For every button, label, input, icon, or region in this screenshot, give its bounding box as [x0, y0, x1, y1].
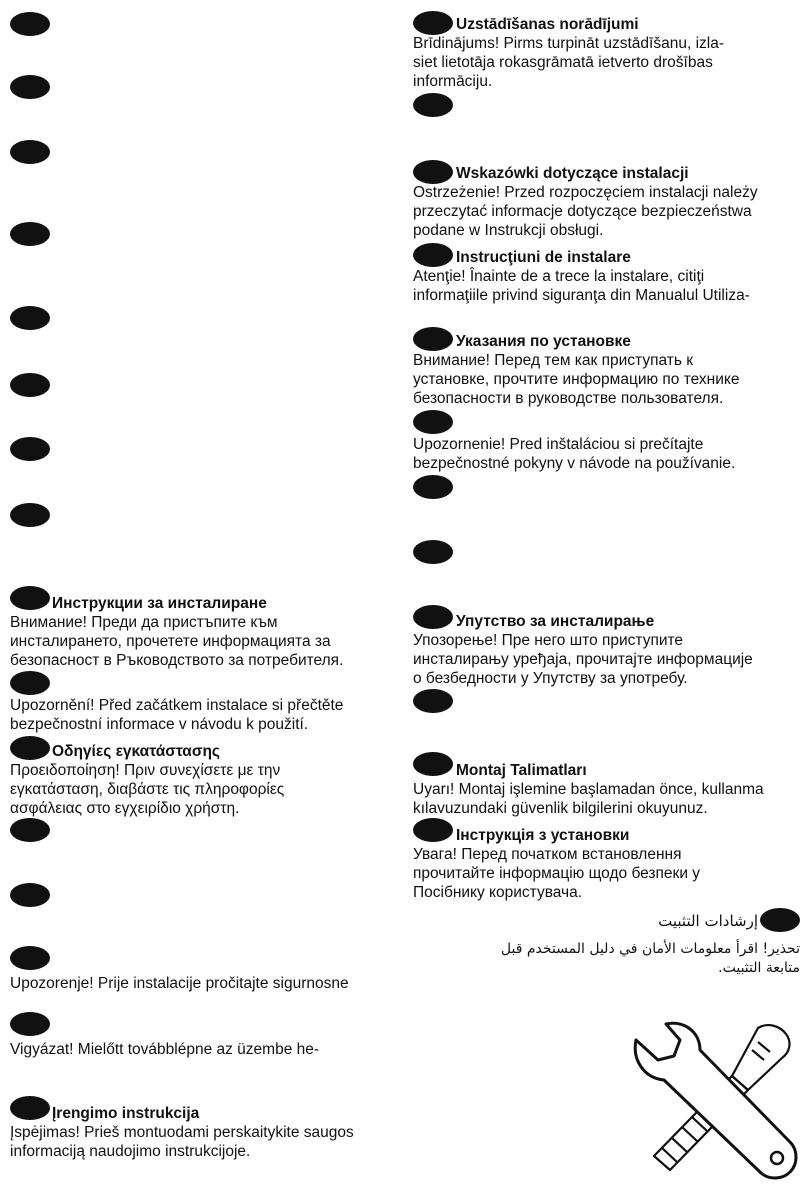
section-title: Wskazówki dotyczące instalacji: [456, 165, 689, 182]
body-line: εγκατάσταση, διαβάστε τις πληροφορίες: [10, 781, 285, 798]
body-line: Ostrzeżenie! Przed rozpoczęciem instalacji należy: [413, 184, 758, 201]
language-marker: [10, 736, 50, 760]
section-slovak-body: [413, 435, 735, 473]
body-line: Atenţie! Înainte de a trece la instalare, citiţi: [413, 268, 705, 285]
body-line: Упозорење! Пре него што приступите: [413, 632, 684, 649]
language-marker: [10, 222, 50, 246]
language-marker: [10, 12, 50, 36]
language-marker: [10, 503, 50, 527]
section-title: Montaj Talimatları: [456, 762, 587, 779]
section-title: Упутство за инсталирање: [456, 613, 655, 630]
section-turkish: [456, 761, 587, 780]
body-line: Įspėjimas! Prieš montuodami perskaitykite saugos: [10, 1124, 354, 1141]
section-lithuanian-body: [10, 1123, 354, 1161]
section-bulgarian-body: [10, 613, 343, 670]
body-line: informaciją naudojimo instrukcijoje.: [10, 1143, 251, 1160]
language-marker: [10, 671, 50, 695]
body-line: Upozornenie! Pred inštaláciou si prečítajte: [413, 436, 704, 453]
body-line: о безбедности у Упутству за употребу.: [413, 670, 688, 687]
section-greek: [52, 742, 220, 761]
body-line: Внимание! Перед тем как приступать к: [413, 352, 694, 369]
language-marker: [10, 1096, 50, 1120]
language-marker: [10, 306, 50, 330]
language-marker: [10, 75, 50, 99]
language-marker: [413, 689, 453, 713]
section-czech-body: [10, 696, 343, 734]
section-ukrainian-body: [413, 845, 700, 902]
body-line: تحذير! اقرأ معلومات الأمان في دليل المستخدم قبل: [500, 941, 800, 957]
body-line: безопасност в Ръководството за потребителя.: [10, 652, 344, 669]
section-serbian: [456, 612, 654, 631]
section-latvian: [456, 15, 639, 34]
section-ukrainian: [456, 826, 629, 845]
language-marker: [10, 140, 50, 164]
language-marker: [413, 410, 453, 434]
section-polish-body: [413, 183, 758, 240]
body-line: Brīdinājums! Pirms turpināt uzstādīšanu, izla-: [413, 35, 724, 52]
body-line: Προειδοποίηση! Πριν συνεχίσετε με την: [10, 762, 281, 779]
body-line: informaţiile privind siguranţa din Manualul Utiliza-: [413, 287, 750, 304]
language-marker: [413, 752, 453, 776]
section-title: Instrucţiuni de instalare: [456, 249, 631, 266]
section-croatian-body: [10, 974, 349, 993]
section-title: Įrengimo instrukcija: [52, 1105, 200, 1122]
section-arabic: [430, 912, 758, 931]
body-line: Upozorenje! Prije instalacije pročitajte sigurnosne: [10, 975, 349, 992]
language-marker: [10, 437, 50, 461]
body-line: инсталирането, прочетете информацията за: [10, 633, 331, 650]
language-marker: [10, 818, 50, 842]
body-line: прочитайте інформацію щодо безпеки у: [413, 865, 701, 882]
section-title: Указания по установке: [456, 333, 631, 350]
body-line: متابعة التثبيت.: [718, 960, 800, 976]
section-russian-body: [413, 351, 739, 408]
language-marker: [413, 475, 453, 499]
section-greek-body: [10, 761, 284, 818]
section-hungarian-body: [10, 1040, 319, 1059]
language-marker: [413, 605, 453, 629]
body-line: bezpečnostní informace v návodu k použití.: [10, 716, 309, 733]
section-lithuanian: [52, 1104, 199, 1123]
wrench-screwdriver-icon: [630, 1020, 808, 1195]
language-marker: [10, 883, 50, 907]
body-line: ασφάλειας στο εγχειρίδιο χρήστη.: [10, 800, 240, 817]
language-marker: [760, 908, 800, 932]
section-title: Uzstādīšanas norādījumi: [456, 16, 639, 33]
body-line: kılavuzundaki güvenlik bilgilerini okuyunuz.: [413, 800, 708, 817]
section-title: إرشادات التثبيت: [658, 912, 758, 930]
section-serbian-body: [413, 631, 753, 688]
body-line: Посібнику користувача.: [413, 884, 583, 901]
body-line: инсталирању уређаја, прочитајте информације: [413, 651, 753, 668]
section-romanian: [456, 248, 631, 267]
body-line: Uyarı! Montaj işlemine başlamadan önce, kullanma: [413, 781, 764, 798]
language-marker: [10, 586, 50, 610]
section-polish: [456, 164, 689, 183]
language-marker: [413, 540, 453, 564]
section-latvian-body: [413, 34, 724, 91]
section-bulgarian: [52, 594, 267, 613]
language-marker: [10, 1012, 50, 1036]
body-line: Увага! Перед початком встановлення: [413, 846, 682, 863]
section-title: Інструкція з установки: [456, 827, 630, 844]
language-marker: [413, 93, 453, 117]
body-line: informāciju.: [413, 73, 493, 90]
section-turkish-body: [413, 780, 764, 818]
section-russian: [456, 332, 631, 351]
language-marker: [413, 160, 453, 184]
language-marker: [413, 11, 453, 35]
language-marker: [10, 373, 50, 397]
language-marker: [10, 946, 50, 970]
section-title: Οδηγίες εγκατάστασης: [52, 743, 220, 760]
body-line: Vigyázat! Mielőtt továbblépne az üzembe he-: [10, 1041, 320, 1058]
body-line: безопасности в руководстве пользователя.: [413, 390, 724, 407]
body-line: bezpečnostné pokyny v návode na používanie.: [413, 455, 736, 472]
body-line: установке, прочтите информацию по технике: [413, 371, 740, 388]
body-line: siet lietotāja rokasgrāmatā ietverto drošības: [413, 54, 713, 71]
language-marker: [413, 818, 453, 842]
section-title: Инструкции за инсталиране: [52, 595, 267, 612]
body-line: Upozornění! Před začátkem instalace si přečtěte: [10, 697, 344, 714]
body-line: Внимание! Преди да пристъпите към: [10, 614, 278, 631]
section-arabic-body: [420, 940, 800, 978]
body-line: podane w Instrukcji obsługi.: [413, 222, 604, 239]
language-marker: [413, 327, 453, 351]
language-marker: [413, 243, 453, 267]
body-line: przeczytać informacje dotyczące bezpieczeństwa: [413, 203, 752, 220]
section-romanian-body: [413, 267, 750, 305]
